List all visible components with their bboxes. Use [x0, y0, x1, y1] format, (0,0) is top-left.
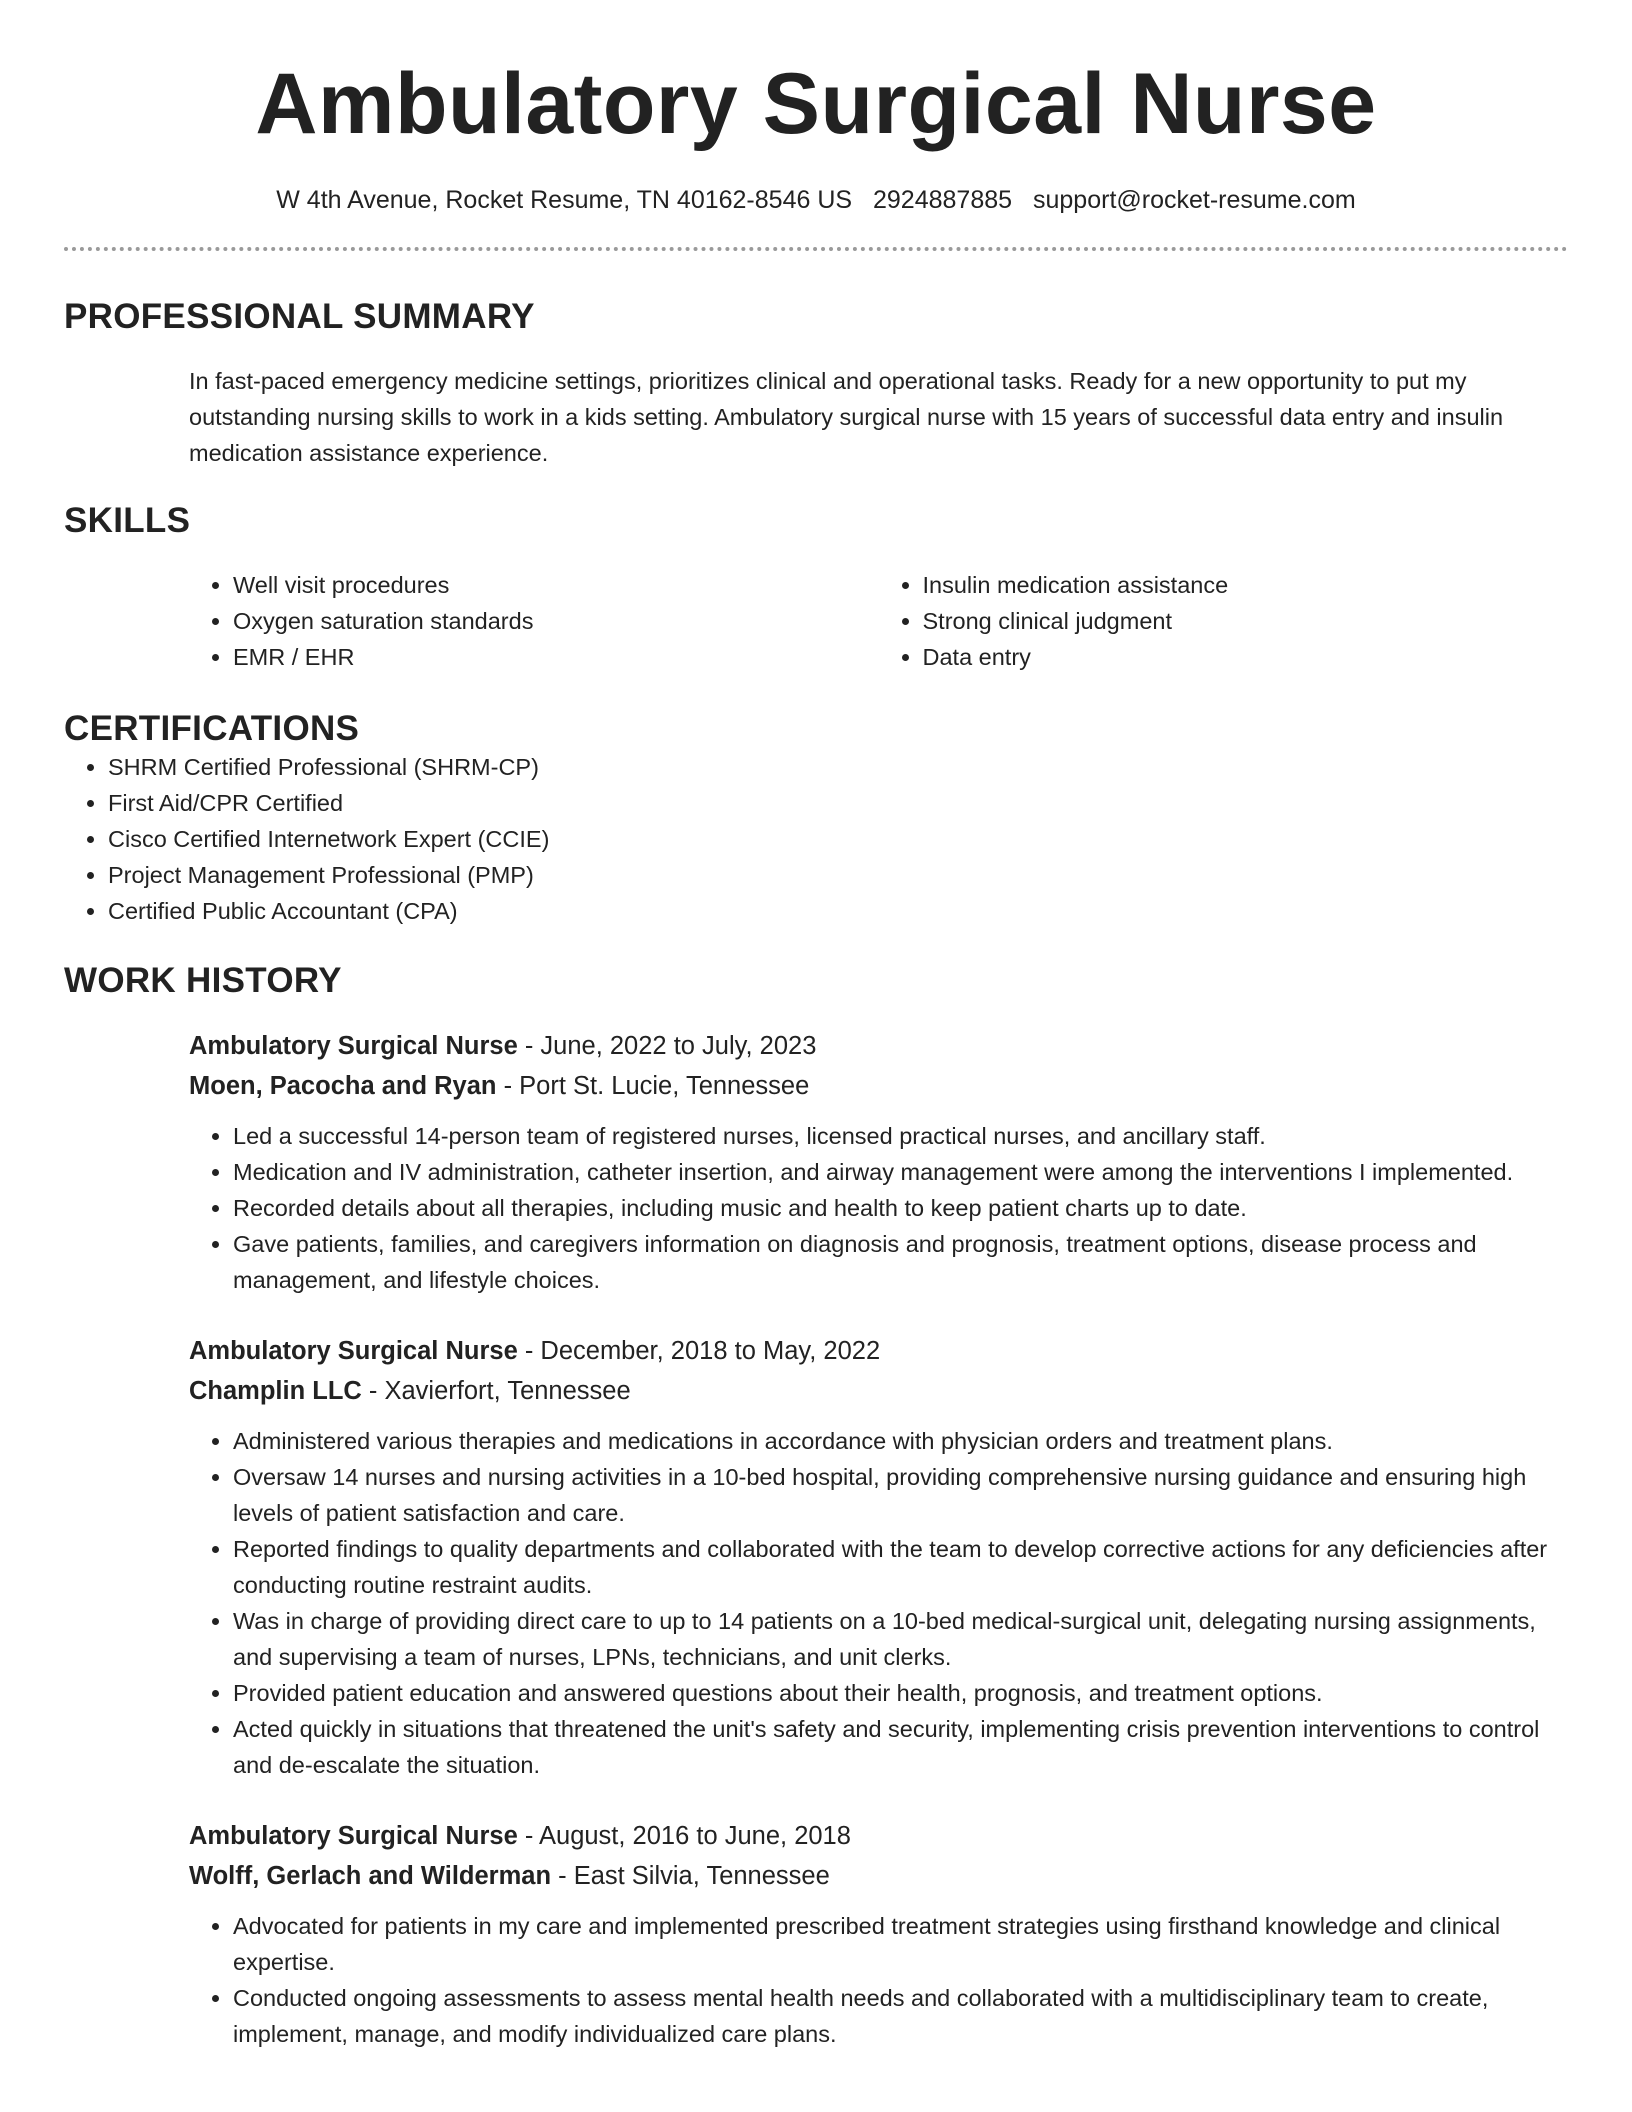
job-bullet: • Advocated for patients in my care and implemented prescribed treatment strategies using firsthand knowledge and clinical expertise. — [233, 1908, 1568, 1980]
job-bullet: • Conducted ongoing assessments to assess mental health needs and collaborated with a multidisciplinary team to create, implement, manage, and modify individualized care plans. — [233, 1980, 1568, 2052]
job-company: Champlin LLC — [189, 1377, 362, 1405]
skill-item: • Strong clinical judgment — [923, 603, 1569, 639]
job-bullet: • Recorded details about all therapies, including music and health to keep patient charts up to date. — [233, 1190, 1568, 1226]
job-location: - East Silvia, Tennessee — [551, 1862, 830, 1890]
job-company-line — [189, 1856, 1568, 1896]
job-dates: - December, 2018 to May, 2022 — [517, 1337, 881, 1365]
job-location: - Port St. Lucie, Tennessee — [496, 1072, 810, 1100]
job-bullets — [189, 1423, 1568, 1783]
skill-item: • Insulin medication assistance — [923, 567, 1569, 603]
job-title-line — [189, 1331, 1568, 1371]
header-divider — [64, 247, 1568, 251]
skills-list-left — [189, 567, 879, 675]
skill-item: • Oxygen saturation standards — [233, 603, 879, 639]
contact-email: support@rocket-resume.com — [1033, 186, 1356, 214]
job-company: Moen, Pacocha and Ryan — [189, 1072, 497, 1100]
job-bullet: • Led a successful 14-person team of registered nurses, licensed practical nurses, and ancillary staff. — [233, 1118, 1568, 1154]
job-bullet: • Medication and IV administration, catheter insertion, and airway management were among the interventions I implemented. — [233, 1154, 1568, 1190]
job-role: Ambulatory Surgical Nurse — [189, 1822, 518, 1850]
skill-item: • Well visit procedures — [233, 567, 879, 603]
resume-page — [64, 0, 1568, 2052]
job-dates: - August, 2016 to June, 2018 — [517, 1822, 851, 1850]
certification-item: • Cisco Certified Internetwork Expert (CCIE) — [108, 821, 1568, 857]
job-bullet: • Reported findings to quality departments and collaborated with the team to develop corrective actions for any deficiencies after conducting routine restraint audits. — [233, 1531, 1568, 1603]
job-company-line — [189, 1371, 1568, 1411]
job-bullets — [189, 1118, 1568, 1298]
job-bullet: • Provided patient education and answered questions about their health, prognosis, and treatment options. — [233, 1675, 1568, 1711]
skills-heading: SKILLS — [64, 501, 191, 540]
job-bullet: • Administered various therapies and medications in accordance with physician orders and treatment plans. — [233, 1423, 1568, 1459]
job-company: Wolff, Gerlach and Wilderman — [189, 1862, 552, 1890]
job-company-line — [189, 1066, 1568, 1106]
job-bullet: • Gave patients, families, and caregivers information on diagnosis and prognosis, treatment options, disease process and management, and lifestyle choices. — [233, 1226, 1568, 1298]
certification-item: • Project Management Professional (PMP) — [108, 857, 1568, 893]
job-dates: - June, 2022 to July, 2023 — [517, 1032, 817, 1060]
job-title-line — [189, 1816, 1568, 1856]
skills-list-right — [879, 567, 1569, 675]
job-bullet: • Was in charge of providing direct care to up to 14 patients on a 10-bed medical-surgical unit, delegating nursing assignments, and supervising a team of nurses, LPNs, technicians, and unit clerks. — [233, 1603, 1568, 1675]
skill-item: • EMR / EHR — [233, 639, 879, 675]
resume-name: Ambulatory Surgical Nurse — [255, 56, 1377, 152]
summary-heading: PROFESSIONAL SUMMARY — [64, 297, 535, 336]
job-bullets — [189, 1908, 1568, 2052]
job-entry — [189, 1816, 1568, 2052]
skill-item: • Data entry — [923, 639, 1569, 675]
work-history-heading: WORK HISTORY — [64, 961, 342, 1000]
job-title-line — [189, 1026, 1568, 1066]
job-bullet: • Oversaw 14 nurses and nursing activities in a 10-bed hospital, providing comprehensive nursing guidance and ensuring high levels of patient satisfaction and care. — [233, 1459, 1568, 1531]
job-role: Ambulatory Surgical Nurse — [189, 1032, 518, 1060]
certifications-list — [64, 749, 1568, 929]
contact-address: W 4th Avenue, Rocket Resume, TN 40162-8546 US — [276, 186, 853, 214]
contact-line — [64, 183, 1568, 217]
certification-item: • SHRM Certified Professional (SHRM-CP) — [108, 749, 1568, 785]
certification-item: • First Aid/CPR Certified — [108, 785, 1568, 821]
skills-grid — [189, 567, 1568, 675]
certification-item: • Certified Public Accountant (CPA) — [108, 893, 1568, 929]
summary-text: In fast-paced emergency medicine settings, prioritizes clinical and operational tasks. Ready for a new opportunity to put my outstanding nursing skills to work in a kids setting. Ambulatory surgical nurse with 15 years of successful data entry and insulin medication assistance experience. — [189, 368, 1504, 466]
contact-phone: 2924887885 — [873, 186, 1013, 214]
job-role: Ambulatory Surgical Nurse — [189, 1337, 518, 1365]
certifications-heading: CERTIFICATIONS — [64, 709, 360, 748]
job-location: - Xavierfort, Tennessee — [361, 1377, 631, 1405]
job-bullet: • Acted quickly in situations that threatened the unit's safety and security, implementing crisis prevention interventions to control and de-escalate the situation. — [233, 1711, 1568, 1783]
job-entry — [189, 1026, 1568, 1298]
job-entry — [189, 1331, 1568, 1783]
